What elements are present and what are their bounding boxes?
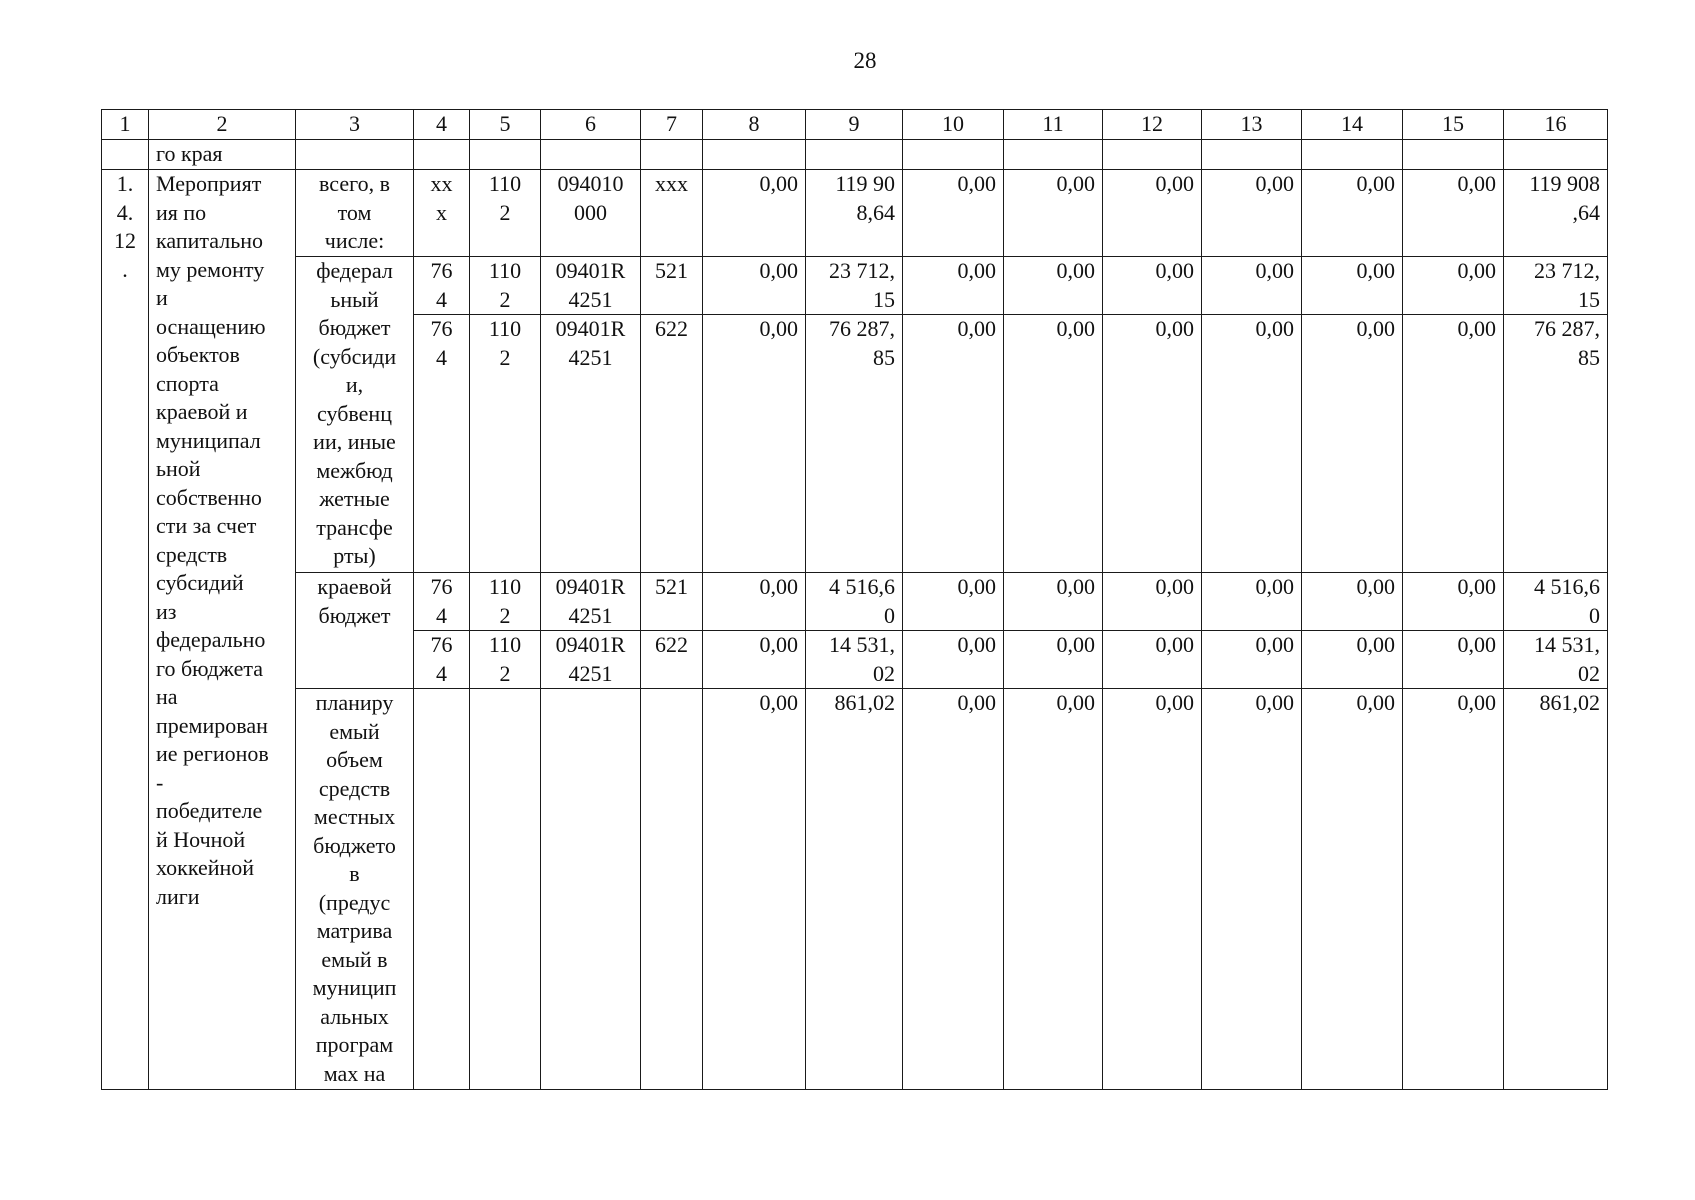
- header-cell: 13: [1202, 110, 1302, 140]
- header-cell: 4: [414, 110, 470, 140]
- cell-c13: 0,00: [1202, 315, 1302, 573]
- budget-table: [101, 109, 1608, 1090]
- cell-c7: [641, 689, 703, 1090]
- cell-c5: 110 2: [470, 631, 541, 689]
- cell-c15: 0,00: [1403, 170, 1504, 257]
- cell-c15: 0,00: [1403, 315, 1504, 573]
- cell: [470, 140, 541, 170]
- cell-c10: 0,00: [903, 315, 1004, 573]
- cell-c6: 09401R 4251: [541, 315, 641, 573]
- cell-c11: 0,00: [1004, 315, 1103, 573]
- cell-c6: 094010 000: [541, 170, 641, 257]
- cell-c7: 521: [641, 257, 703, 315]
- cell-c9: 4 516,6 0: [806, 573, 903, 631]
- cell-c12: 0,00: [1103, 631, 1202, 689]
- cell-c9: 119 90 8,64: [806, 170, 903, 257]
- header-cell: 14: [1302, 110, 1403, 140]
- cell-c14: 0,00: [1302, 315, 1403, 573]
- cell-c16: 76 287, 85: [1504, 315, 1608, 573]
- cell-c14: 0,00: [1302, 573, 1403, 631]
- cell: [1302, 140, 1403, 170]
- cell-c13: 0,00: [1202, 631, 1302, 689]
- cell-c16: 119 908 ,64: [1504, 170, 1608, 257]
- cell-c6: [541, 689, 641, 1090]
- header-cell: 12: [1103, 110, 1202, 140]
- cell-c9: 23 712, 15: [806, 257, 903, 315]
- cell-c11: 0,00: [1004, 170, 1103, 257]
- cell: [903, 140, 1004, 170]
- continuation-row: [102, 140, 1608, 170]
- cell-c11: 0,00: [1004, 631, 1103, 689]
- funding-source: всего, в том числе:: [296, 170, 414, 257]
- cell-c14: 0,00: [1302, 170, 1403, 257]
- header-cell: 10: [903, 110, 1004, 140]
- cell: [1103, 140, 1202, 170]
- cell-c12: 0,00: [1103, 257, 1202, 315]
- cell-c7: 622: [641, 631, 703, 689]
- cell: [102, 140, 149, 170]
- cell-c9: 76 287, 85: [806, 315, 903, 573]
- table-row: [102, 573, 1608, 631]
- header-cell: 6: [541, 110, 641, 140]
- cell-c12: 0,00: [1103, 573, 1202, 631]
- continuation-name: го края: [149, 140, 296, 170]
- header-cell: 9: [806, 110, 903, 140]
- cell-c15: 0,00: [1403, 689, 1504, 1090]
- cell-c12: 0,00: [1103, 689, 1202, 1090]
- funding-source: федерал ьный бюджет (субсиди и, субвенц ии, иные межбюд жетные трансфе рты): [296, 257, 414, 573]
- cell-c13: 0,00: [1202, 170, 1302, 257]
- cell-c12: 0,00: [1103, 170, 1202, 257]
- cell: [1202, 140, 1302, 170]
- cell-c11: 0,00: [1004, 573, 1103, 631]
- cell-c5: 110 2: [470, 573, 541, 631]
- table-row: [102, 689, 1608, 1090]
- cell-c7: 521: [641, 573, 703, 631]
- cell-c10: 0,00: [903, 689, 1004, 1090]
- cell: [1504, 140, 1608, 170]
- cell-c8: 0,00: [703, 170, 806, 257]
- table-row: [102, 257, 1608, 315]
- cell-c6: 09401R 4251: [541, 573, 641, 631]
- cell-c4: хх х: [414, 170, 470, 257]
- cell-c8: 0,00: [703, 573, 806, 631]
- cell-c10: 0,00: [903, 257, 1004, 315]
- header-cell: 2: [149, 110, 296, 140]
- cell-c4: 76 4: [414, 315, 470, 573]
- header-cell: 11: [1004, 110, 1103, 140]
- cell-c13: 0,00: [1202, 573, 1302, 631]
- cell-c5: [470, 689, 541, 1090]
- page-number: 28: [853, 48, 877, 73]
- cell: [1403, 140, 1504, 170]
- cell-c7: ххх: [641, 170, 703, 257]
- cell-c13: 0,00: [1202, 257, 1302, 315]
- cell-c8: 0,00: [703, 315, 806, 573]
- item-name: Мероприят ия по капитально му ремонту и оснащению объектов спорта краевой и муниципал ьной собственно сти за счет средств субсидий из федерально го бюджета на премирован ие регионов - победителе й Ночной хоккейной лиги: [149, 170, 296, 1090]
- cell-c8: 0,00: [703, 689, 806, 1090]
- header-cell: 15: [1403, 110, 1504, 140]
- cell-c4: 76 4: [414, 631, 470, 689]
- cell-c14: 0,00: [1302, 631, 1403, 689]
- header-row: [102, 110, 1608, 140]
- cell-c4: [414, 689, 470, 1090]
- cell-c9: 861,02: [806, 689, 903, 1090]
- cell-c10: 0,00: [903, 631, 1004, 689]
- cell-c11: 0,00: [1004, 689, 1103, 1090]
- cell-c16: 14 531, 02: [1504, 631, 1608, 689]
- cell-c13: 0,00: [1202, 689, 1302, 1090]
- cell-c16: 4 516,6 0: [1504, 573, 1608, 631]
- cell-c12: 0,00: [1103, 315, 1202, 573]
- cell-c15: 0,00: [1403, 573, 1504, 631]
- cell-c10: 0,00: [903, 170, 1004, 257]
- header-cell: 8: [703, 110, 806, 140]
- cell: [296, 140, 414, 170]
- header-cell: 1: [102, 110, 149, 140]
- cell-c10: 0,00: [903, 573, 1004, 631]
- table-row: [102, 170, 1608, 257]
- item-number: 1. 4. 12 .: [102, 170, 149, 1090]
- header-cell: 7: [641, 110, 703, 140]
- cell: [806, 140, 903, 170]
- cell-c16: 861,02: [1504, 689, 1608, 1090]
- cell-c14: 0,00: [1302, 257, 1403, 315]
- cell-c15: 0,00: [1403, 631, 1504, 689]
- cell-c8: 0,00: [703, 631, 806, 689]
- funding-source: планиру емый объем средств местных бюджето в (предус матрива емый в муницип альных програм мах на: [296, 689, 414, 1090]
- cell-c11: 0,00: [1004, 257, 1103, 315]
- funding-source: краевой бюджет: [296, 573, 414, 689]
- cell: [703, 140, 806, 170]
- cell-c4: 76 4: [414, 573, 470, 631]
- cell-c14: 0,00: [1302, 689, 1403, 1090]
- cell-c6: 09401R 4251: [541, 631, 641, 689]
- cell: [414, 140, 470, 170]
- header-cell: 5: [470, 110, 541, 140]
- cell-c15: 0,00: [1403, 257, 1504, 315]
- cell: [1004, 140, 1103, 170]
- cell-c5: 110 2: [470, 257, 541, 315]
- cell: [641, 140, 703, 170]
- cell-c8: 0,00: [703, 257, 806, 315]
- cell-c9: 14 531, 02: [806, 631, 903, 689]
- cell-c5: 110 2: [470, 315, 541, 573]
- cell: [541, 140, 641, 170]
- cell-c7: 622: [641, 315, 703, 573]
- cell-c5: 110 2: [470, 170, 541, 257]
- header-cell: 16: [1504, 110, 1608, 140]
- cell-c4: 76 4: [414, 257, 470, 315]
- cell-c16: 23 712, 15: [1504, 257, 1608, 315]
- cell-c6: 09401R 4251: [541, 257, 641, 315]
- header-cell: 3: [296, 110, 414, 140]
